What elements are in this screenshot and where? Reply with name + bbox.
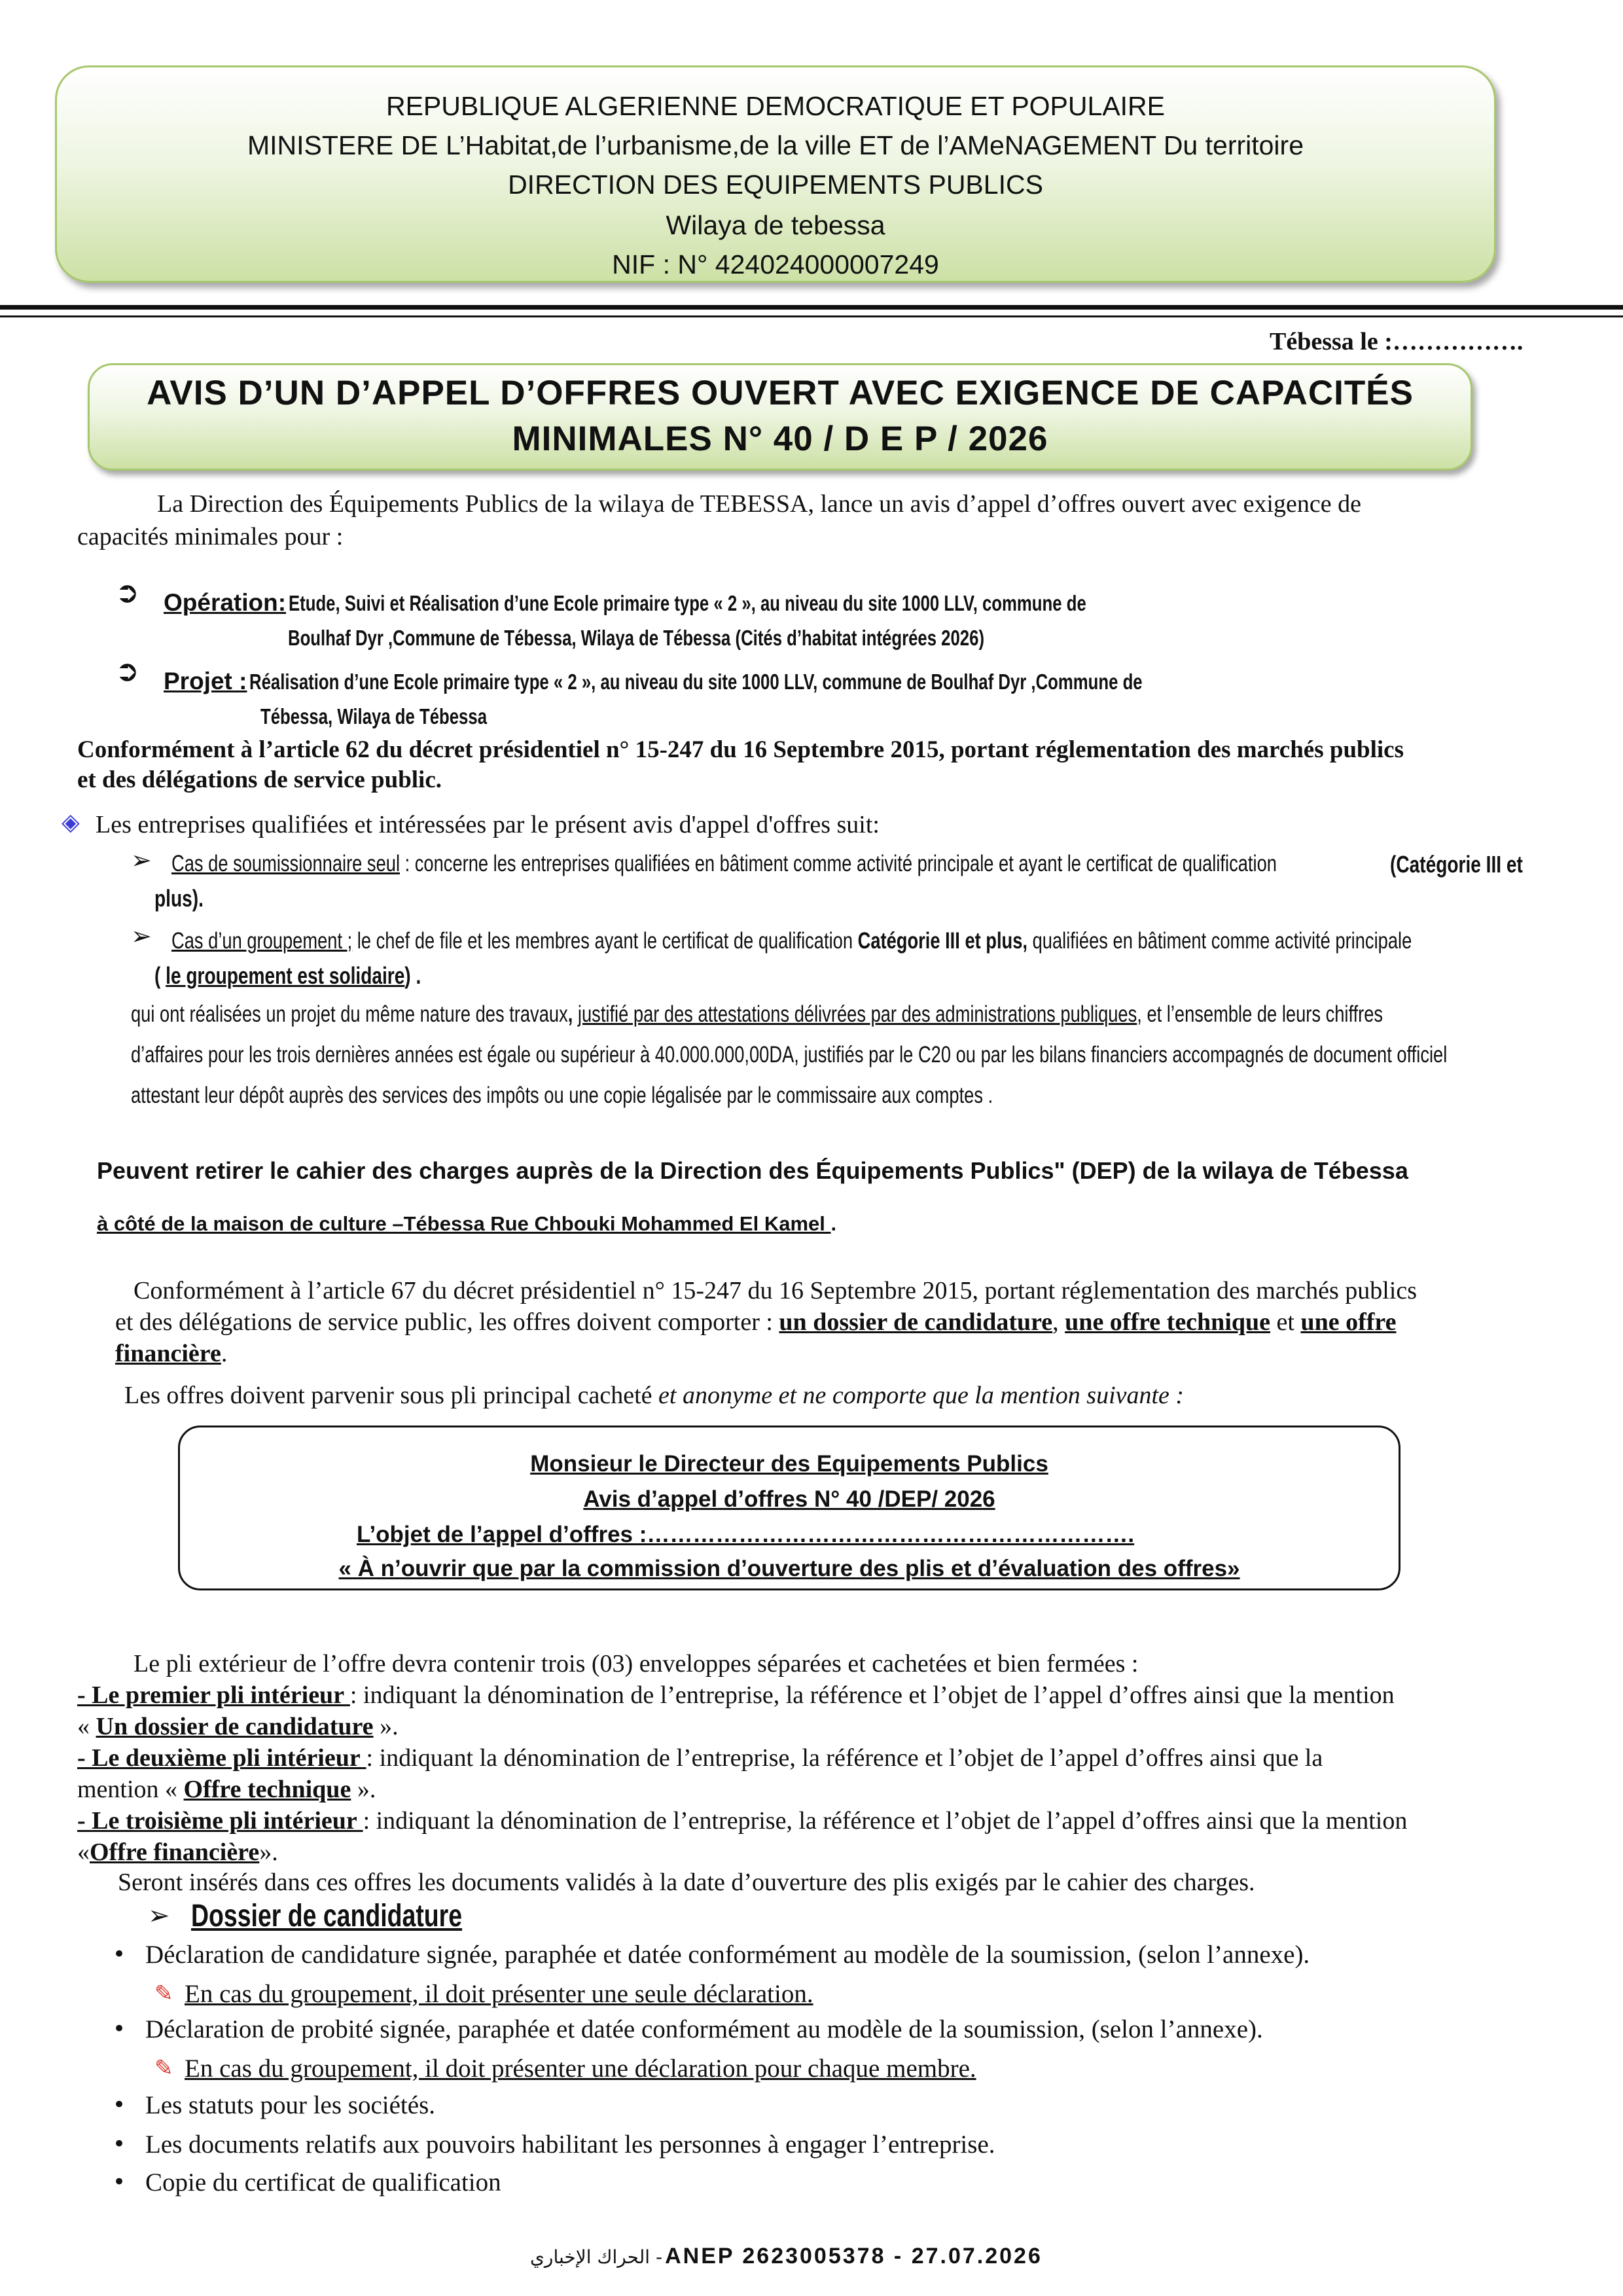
dossier-item-2: Déclaration de probité signée, paraphée et datée conformément au modèle de la soumission, (selon l’annexe). bbox=[145, 2015, 1263, 2043]
offre-dossier: un dossier de candidature bbox=[779, 1308, 1053, 1336]
paren-close: ) . bbox=[404, 962, 421, 989]
cas-groupement-line-2 bbox=[154, 962, 496, 990]
header-box bbox=[55, 65, 1496, 283]
premier-pli-text: : indiquant la dénomination de l’entreprise, la référence et l’objet de l’appel d’offres ainsi que la mention bbox=[349, 1681, 1395, 1709]
experience-text-a: qui ont réalisées un projet du même nature des travaux bbox=[131, 1001, 568, 1027]
title-line-2: MINIMALES N° 40 / D E P / 2026 bbox=[512, 420, 1048, 458]
deuxieme-pli-line-1 bbox=[77, 1742, 1323, 1774]
header-wilaya: Wilaya de tebessa bbox=[666, 210, 885, 240]
cas-groupement-label: Cas d’un groupement ; bbox=[171, 928, 353, 954]
deuxieme-pli-label: - Le deuxième pli intérieur bbox=[77, 1744, 366, 1772]
cas-groupement-text-wrap bbox=[171, 928, 1412, 954]
disc-bullet-icon: • bbox=[113, 2016, 126, 2042]
cas-seul-cat: (Catégorie III et bbox=[1390, 851, 1523, 878]
pli-principal-line bbox=[124, 1380, 1184, 1411]
header-nif: NIF : N° 424024000007249 bbox=[612, 249, 939, 279]
offre-financiere-2: financière bbox=[115, 1340, 221, 1367]
guillemet-open: « bbox=[77, 1713, 90, 1740]
dossier-item-2-note: En cas du groupement, il doit présenter une déclaration pour chaque membre. bbox=[185, 2054, 976, 2083]
triangle-bullet-icon: ➢ bbox=[131, 846, 152, 874]
footer bbox=[530, 2244, 1043, 2269]
operation-label: Opération: bbox=[164, 589, 287, 616]
deuxieme-pli-mention: Offre technique bbox=[183, 1776, 351, 1803]
header-direction: DIRECTION DES EQUIPEMENTS PUBLICS bbox=[508, 170, 1043, 200]
projet-text-2: Tébessa, Wilaya de Tébessa bbox=[260, 704, 488, 728]
guillemet-close: ». bbox=[259, 1839, 278, 1866]
plis-intro: Le pli extérieur de l’offre devra contenir trois (03) enveloppes séparées et cachetées et bien fermées : bbox=[134, 1650, 1139, 1677]
premier-pli-line-1 bbox=[77, 1679, 1395, 1711]
experience-text-3: attestant leur dépôt auprès des services des impôts ou une copie légalisée par le commissaire aux comptes . bbox=[131, 1083, 993, 1108]
dossier-item-4: Les documents relatifs aux pouvoirs habilitant les personnes à engager l’entreprise. bbox=[145, 2130, 995, 2159]
cas-groupement-text-2: qualifiées en bâtiment comme activité principale bbox=[1032, 928, 1412, 954]
cas-seul-cat2: plus). bbox=[154, 885, 204, 912]
deuxieme-pli-line-2 bbox=[77, 1774, 376, 1805]
conformement-67-line-3 bbox=[115, 1338, 227, 1369]
cas-seul-text-wrap bbox=[171, 851, 1277, 877]
footer-arabic: الحراك الإخباري - bbox=[530, 2246, 663, 2268]
projet-line-2 bbox=[260, 704, 551, 729]
address-mention: « À n’ouvrir que par la commission d’ouverture des plis et d’évaluation des offres» bbox=[338, 1556, 1240, 1581]
cas-groupement-text-1: le chef de file et les membres ayant le certificat de qualification bbox=[357, 928, 853, 954]
dossier-item-1: Déclaration de candidature signée, paraphée et datée conformément au modèle de la soumission, (selon l’annexe). bbox=[145, 1941, 1310, 1969]
dossier-heading: Dossier de candidature bbox=[191, 1899, 463, 1933]
address-directeur: Monsieur le Directeur des Equipements Publics bbox=[530, 1451, 1048, 1477]
seront-inseres: Seront insérés dans ces offres les documents validés à la date d’ouverture des plis exigés par le cahier des charges. bbox=[118, 1869, 1255, 1896]
date-line: Tébessa le :……………. bbox=[1270, 328, 1524, 355]
disc-bullet-icon: • bbox=[113, 2092, 126, 2118]
intro-line-1: La Direction des Équipements Publics de la wilaya de TEBESSA, lance un avis d’appel d’offres ouvert avec exigence de bbox=[157, 490, 1361, 518]
offre-financiere-1: une offre bbox=[1300, 1308, 1397, 1336]
experience-justifie: justifié par des attestations délivrées par des administrations publiques bbox=[577, 1001, 1137, 1027]
paren-open: ( bbox=[154, 962, 161, 989]
experience-text-2: d’affaires pour les trois dernières années est égale ou supérieur à 40.000.000,00DA, justifiés par le C20 ou par les bilans financiers accompagnés de document officiel bbox=[131, 1042, 1448, 1067]
footer-anep: ANEP 2623005378 - 27.07.2026 bbox=[665, 2244, 1043, 2269]
conformement-62-line-1: Conformément à l’article 62 du décret présidentiel n° 15-247 du 16 Septembre 2015, portant réglementation des marchés publics bbox=[77, 736, 1404, 763]
dossier-item-1-note: En cas du groupement, il doit présenter une seule déclaration. bbox=[185, 1980, 813, 2008]
experience-line-1 bbox=[131, 1001, 1623, 1028]
title-box bbox=[88, 363, 1472, 471]
guillemet-close: ». bbox=[380, 1713, 399, 1740]
diamond-bullet-icon: ◈ bbox=[62, 809, 80, 836]
experience-line-2 bbox=[131, 1042, 1623, 1068]
header-ministere: MINISTERE DE L’Habitat,de l’urbanisme,de la ville ET de l’AMeNAGEMENT Du territoire bbox=[247, 130, 1304, 160]
pli-principal-italic: et anonyme et ne comporte que la mention suivante : bbox=[658, 1382, 1185, 1409]
experience-comma: , bbox=[567, 1001, 573, 1027]
retrait-line-2 bbox=[97, 1212, 836, 1236]
pencil-icon: ✎ bbox=[154, 1981, 173, 2007]
operation-line-2 bbox=[288, 626, 1181, 651]
cas-groupement-line-1 bbox=[171, 928, 1623, 954]
projet-text-1: Réalisation d’une Ecole primaire type « 2 », au niveau du site 1000 LLV, commune de Boulhaf Dyr ,Commune de bbox=[249, 670, 1143, 694]
premier-pli-label: - Le premier pli intérieur bbox=[77, 1681, 350, 1709]
cas-groupement-solidaire-wrap bbox=[154, 962, 421, 990]
address-avis: Avis d’appel d’offres N° 40 /DEP/ 2026 bbox=[583, 1486, 995, 1512]
retrait-dot: . bbox=[830, 1212, 837, 1235]
entreprises-intro: Les entreprises qualifiées et intéressées par le présent avis d'appel d'offres suit: bbox=[96, 811, 880, 838]
cas-groupement-cat: Catégorie III et plus, bbox=[857, 928, 1028, 954]
experience-line-1-wrap bbox=[131, 1001, 1383, 1028]
cas-seul-line-2 bbox=[154, 885, 217, 912]
troisieme-pli-mention: Offre financière bbox=[90, 1839, 260, 1866]
troisieme-pli-text: : indiquant la dénomination de l’entreprise, la référence et l’objet de l’appel d’offres ainsi que la mention bbox=[363, 1807, 1408, 1835]
guillemet-close: ». bbox=[357, 1776, 376, 1803]
dossier-heading-wrap bbox=[191, 1898, 539, 1934]
conformement-67-line-1: Conformément à l’article 67 du décret présidentiel n° 15-247 du 16 Septembre 2015, portant réglementation des marchés publics bbox=[134, 1277, 1418, 1304]
dossier-item-5: Copie du certificat de qualification bbox=[145, 2168, 501, 2197]
troisieme-pli-line-2 bbox=[77, 1837, 278, 1868]
comma: , bbox=[1052, 1308, 1059, 1336]
pencil-icon: ✎ bbox=[154, 2055, 173, 2081]
address-box bbox=[178, 1426, 1400, 1590]
operation-text-1: Etude, Suivi et Réalisation d’une Ecole primaire type « 2 », au niveau du site 1000 LLV, commune de bbox=[289, 591, 1086, 615]
troisieme-pli-label: - Le troisième pli intérieur bbox=[77, 1807, 363, 1835]
mention-open: mention « bbox=[77, 1776, 178, 1803]
premier-pli-mention: Un dossier de candidature bbox=[96, 1713, 374, 1740]
header-rule-thick bbox=[0, 305, 1623, 310]
conformement-67-line-2 bbox=[115, 1306, 1396, 1338]
deuxieme-pli-text: : indiquant la dénomination de l’entreprise, la référence et l’objet de l’appel d’offres ainsi que la bbox=[366, 1744, 1323, 1772]
cas-seul-label: Cas de soumissionnaire seul bbox=[171, 851, 401, 876]
pli-principal-text: Les offres doivent parvenir sous pli principal cacheté bbox=[124, 1382, 652, 1409]
cas-seul-categorie bbox=[1390, 851, 1560, 878]
conformement-62-line-2: et des délégations de service public. bbox=[77, 766, 442, 793]
intro-line-2: capacités minimales pour : bbox=[77, 523, 344, 550]
experience-text-d: , et l’ensemble de leurs chiffres bbox=[1137, 1001, 1383, 1027]
disc-bullet-icon: • bbox=[113, 2169, 126, 2195]
experience-line-3 bbox=[131, 1083, 1236, 1109]
header-rule-thin bbox=[0, 315, 1623, 317]
troisieme-pli-line-1 bbox=[77, 1805, 1407, 1837]
header-republique: REPUBLIQUE ALGERIENNE DEMOCRATIQUE ET POPULAIRE bbox=[385, 91, 1166, 121]
cas-seul-line-1 bbox=[171, 851, 1588, 877]
et: et bbox=[1276, 1308, 1294, 1336]
projet-label: Projet : bbox=[164, 668, 247, 694]
retrait-address: à côté de la maison de culture –Tébessa Rue Chbouki Mohammed El Kamel bbox=[97, 1212, 831, 1235]
premier-pli-line-2 bbox=[77, 1711, 399, 1742]
cas-seul-text: : concerne les entreprises qualifiées en bâtiment comme activité principale et ayant le certificat de qualification bbox=[404, 851, 1277, 876]
disc-bullet-icon: • bbox=[113, 2131, 126, 2157]
conformement-67-text: et des délégations de service public, les offres doivent comporter : bbox=[115, 1308, 773, 1336]
projet-line-1 bbox=[164, 668, 1395, 695]
dot: . bbox=[221, 1340, 228, 1367]
arrow-right-icon: ➲ bbox=[115, 655, 139, 688]
retrait-line-1: Peuvent retirer le cahier des charges auprès de la Direction des Équipements Publics" (DEP) de la wilaya de Tébessa bbox=[97, 1157, 1408, 1184]
cas-groupement-solidaire: le groupement est solidaire bbox=[166, 962, 405, 989]
triangle-bullet-icon: ➢ bbox=[131, 922, 152, 950]
triangle-bullet-icon: ➢ bbox=[148, 1901, 170, 1931]
title-line-1: AVIS D’UN D’APPEL D’OFFRES OUVERT AVEC EXIGENCE DE CAPACITÉS bbox=[147, 374, 1414, 412]
operation-text-2: Boulhaf Dyr ,Commune de Tébessa, Wilaya de Tébessa (Cités d’habitat intégrées 2026) bbox=[288, 626, 985, 650]
arrow-right-icon: ➲ bbox=[115, 576, 139, 609]
offre-technique: une offre technique bbox=[1065, 1308, 1271, 1336]
dossier-item-3: Les statuts pour les sociétés. bbox=[145, 2091, 435, 2119]
operation-line-1 bbox=[164, 589, 1139, 617]
guillemet-open: « bbox=[77, 1839, 90, 1866]
address-objet: L’objet de l’appel d’offres :………………………………………………………. bbox=[357, 1522, 1135, 1547]
disc-bullet-icon: • bbox=[113, 1941, 126, 1967]
